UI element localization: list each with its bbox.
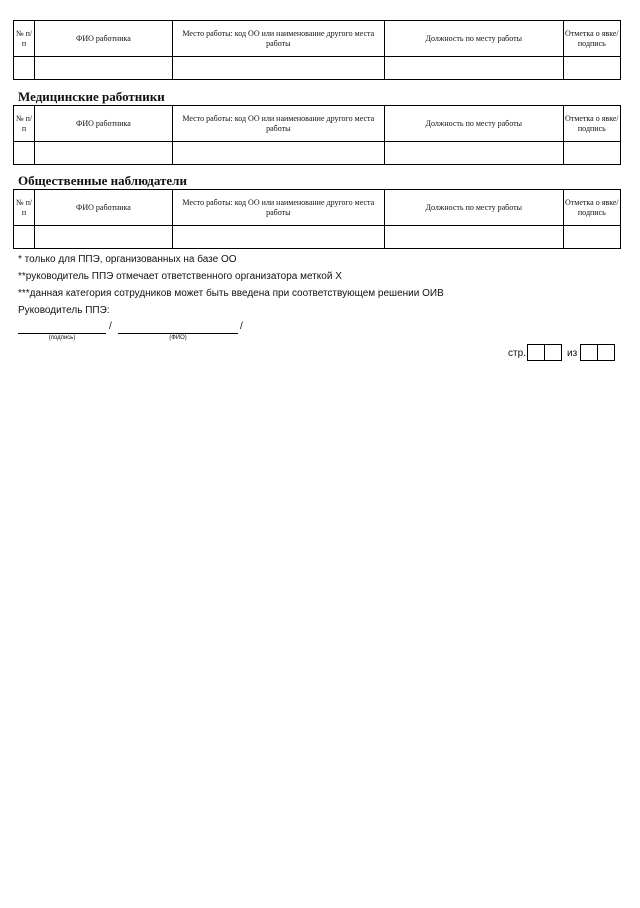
page-label: стр. [508,348,526,359]
footnote-2: **руководитель ППЭ отмечает ответственного организатора меткой Х [18,271,342,282]
table-row [14,226,621,249]
signature-slash: / [109,321,112,332]
cell-fio[interactable] [35,226,173,249]
fio-line[interactable] [118,333,238,334]
header-fio: ФИО работника [35,106,173,142]
header-position: Должность по месту работы [384,190,563,226]
cell-place[interactable] [172,226,384,249]
header-fio: ФИО работника [35,21,173,57]
section-title-observers: Общественные наблюдатели [18,173,187,188]
header-position: Должность по месту работы [384,106,563,142]
header-mark: Отметка о явке/ подпись [563,106,620,142]
footnote-3: ***данная категория сотрудников может быть введена при соответствующем решении ОИВ [18,288,444,299]
signature-label: Руководитель ППЭ: [18,305,110,316]
header-mark: Отметка о явке/ подпись [563,21,620,57]
table-row [14,142,621,165]
header-position: Должность по месту работы [384,21,563,57]
staff-table-medical [13,105,621,165]
staff-table-1 [13,20,621,80]
section-title-medical: Медицинские работники [18,89,165,104]
table-row [14,57,621,80]
header-fio: ФИО работника [35,190,173,226]
cell-mark[interactable] [563,226,620,249]
header-num: № п/п [14,106,35,142]
cell-num[interactable] [14,57,35,80]
cell-mark[interactable] [563,57,620,80]
cell-mark[interactable] [563,142,620,165]
total-pages-box-2[interactable] [597,344,615,361]
cell-place[interactable] [172,57,384,80]
cell-num[interactable] [14,226,35,249]
header-place: Место работы: код ОО или наименование другого места работы [172,190,384,226]
cell-position[interactable] [384,226,563,249]
page-number-box-2[interactable] [544,344,562,361]
footnote-1: * только для ППЭ, организованных на базе ОО [18,254,237,265]
fio-slash: / [240,321,243,332]
header-num: № п/п [14,190,35,226]
total-label: из [567,348,578,359]
cell-place[interactable] [172,142,384,165]
table-header-row [14,190,621,226]
cell-fio[interactable] [35,57,173,80]
header-mark: Отметка о явке/ подпись [563,190,620,226]
cell-fio[interactable] [35,142,173,165]
header-place: Место работы: код ОО или наименование другого места работы [172,21,384,57]
table-header-row [14,106,621,142]
total-pages-box-1[interactable] [580,344,598,361]
header-place: Место работы: код ОО или наименование другого места работы [172,106,384,142]
cell-position[interactable] [384,142,563,165]
signature-line[interactable] [18,333,106,334]
fio-caption: (ФИО) [169,335,187,341]
header-num: № п/п [14,21,35,57]
table-header-row [14,21,621,57]
staff-table-observers [13,189,621,249]
cell-num[interactable] [14,142,35,165]
cell-position[interactable] [384,57,563,80]
signature-caption: (подпись) [48,335,76,341]
page-number-box-1[interactable] [527,344,545,361]
